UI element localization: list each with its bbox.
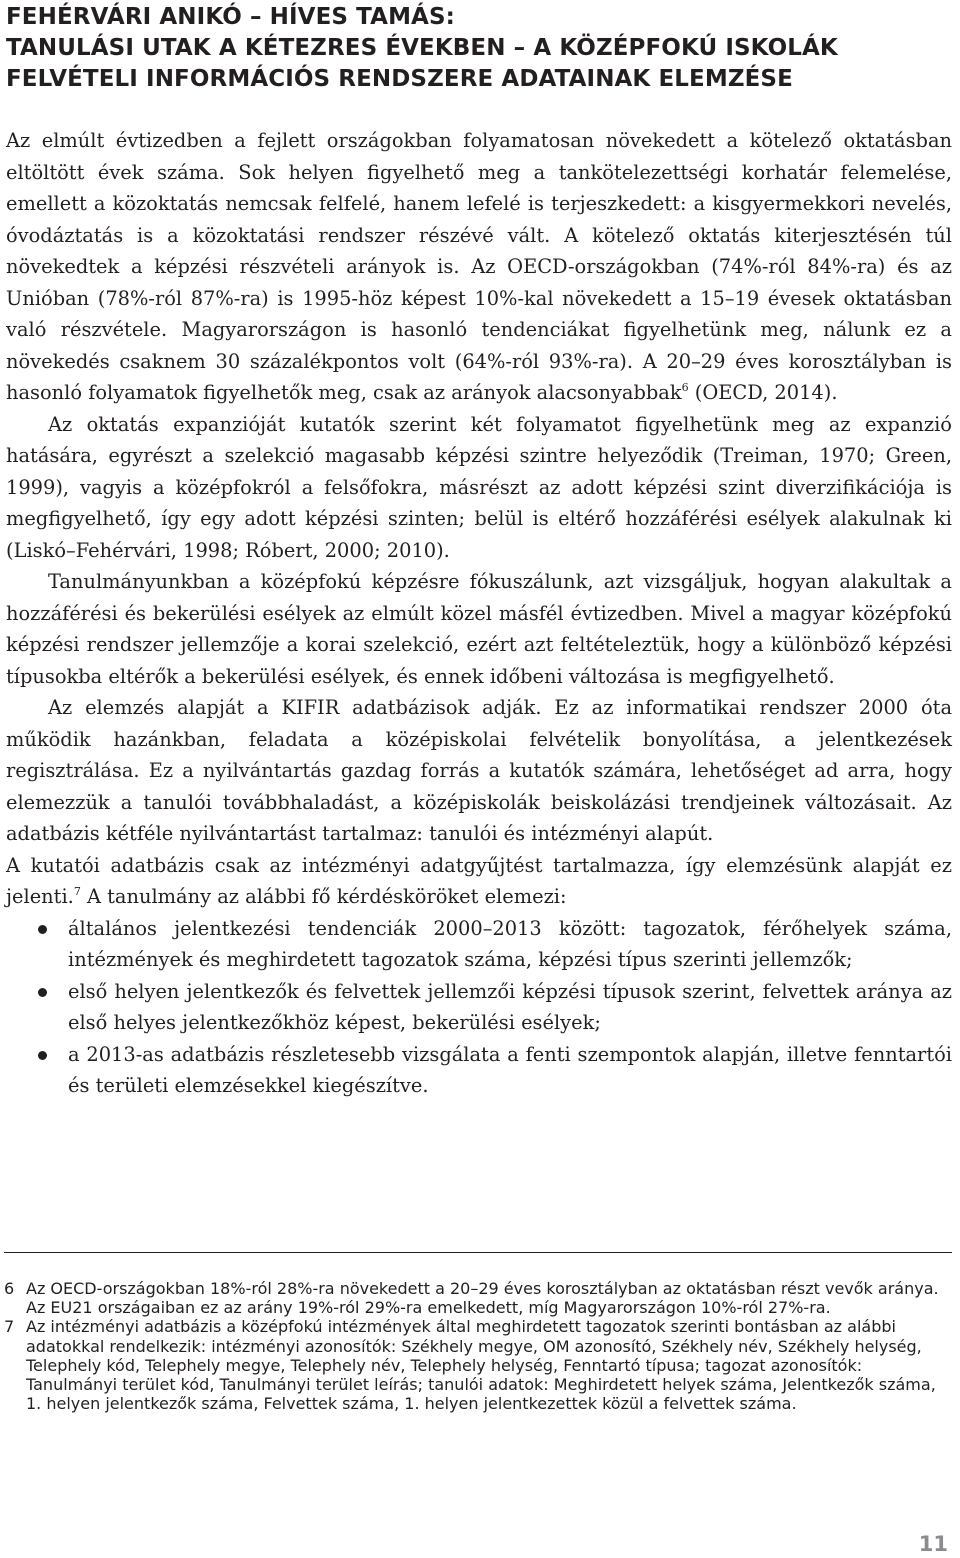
footnote-number: 7	[4, 1317, 15, 1337]
footnote-text: Az intézményi adatbázis a középfokú intézmények által meghirdetett tagozatok szerinti bontásban az alábbi adatokkal rendelkezik: intézményi azonosítók: Székhely megye, OM azonosító, Székhely név, Székhely helység, Telephely kód, Telephely megye, Telephely név, Telephely helység, Fenntartó típusa; tagozat azonosítók: Tanulmányi terület kód, Tanulmányi terület leírás; tanulói adatok: Meghirdetett helyek száma, Jelentkezők száma, 1. helyen jelentkezők száma, Felvettek száma, 1. helyen jelentkezettek közül a felvettek száma.	[26, 1317, 936, 1414]
paragraph-2: Az oktatás expanzióját kutatók szerint két folyamatot figyelhetünk meg az expanzió hatására, egyrészt a szelekció magasabb képzési szintre helyeződik (Treiman, 1970; Green, 1999), vagyis a középfokról a felsőfokra, másrészt az adott képzési szint diverzifikációja is megfigyelhető, így egy adott képzési szinten; belül is eltérő hozzáférési esélyek alakulnak ki (Liskó–Fehérvári, 1998; Róbert, 2000; 2010).	[6, 412, 952, 562]
footnote-text: Az OECD-országokban 18%-ról 28%-ra növekedett a 20–29 éves korosztályban az oktatásban részt vevők aránya. Az EU21 országaiban ez az arány 19%-ról 29%-ra emelkedett, míg Magyarországon 10%-ról 27%-ra.	[26, 1279, 939, 1318]
question-list	[6, 913, 952, 1102]
list-item-text: a 2013-as adatbázis részletesebb vizsgálata a fenti szempontok alapján, illetve fenntartói és területi elemzésekkel kiegészítve.	[68, 1042, 952, 1097]
paragraph-5-text: A kutatói adatbázis csak az intézményi adatgyűjtést tartalmazza, így elemzésünk alapját ez jelenti.	[6, 853, 952, 908]
list-item	[6, 1039, 952, 1102]
footnote-number: 6	[4, 1279, 15, 1298]
list-item	[6, 976, 952, 1039]
paragraph-3: Tanulmányunkban a középfokú képzésre fókuszálunk, azt vizsgáljuk, hogyan alakultak a hozzáférési és bekerülési esélyek az elmúlt közel másfél évtizedben. Mivel a magyar középfokú képzési rendszer jellemzője a korai szelekció, ezért azt feltételeztük, hogy a különböző képzési típusokba eltérők a bekerülési esélyek, és ennek időbeni változása is megfigyelhető.	[6, 570, 952, 688]
header-authors: FEHÉRVÁRI ANIKÓ – HÍVES TAMÁS:	[6, 4, 455, 30]
bullet-icon	[38, 988, 47, 997]
list-item-text: első helyen jelentkezők és felvettek jellemzői képzési típusok szerint, felvettek aránya az első helyes jelentkezőkhöz képest, bekerülési esélyek;	[68, 979, 952, 1034]
footnote-7	[4, 1317, 952, 1413]
paragraph-1	[6, 125, 952, 409]
header-title-line-1: TANULÁSI UTAK A KÉTEZRES ÉVEKBEN – A KÖZÉPFOKÚ ISKOLÁK	[6, 35, 838, 61]
footnotes	[4, 1279, 952, 1413]
footnote-divider	[4, 1252, 952, 1253]
paragraph-1-citation: (OECD, 2014).	[688, 381, 838, 404]
paragraph-5-text-end: A tanulmány az alábbi fő kérdésköröket elemezi:	[80, 885, 567, 908]
paragraph-4: Az elemzés alapját a KIFIR adatbázisok adják. Ez az informatikai rendszer 2000 óta működik hazánkban, feladata a középiskolai felvételik bonyolítása, a jelentkezések regisztrálása. Ez a nyilvántartás gazdag forrás a kutatók számára, lehetőséget ad arra, hogy elemezzük a tanulói továbbhaladást, a középiskolák beiskolázási trendjeinek változásait. Az adatbázis kétféle nyilvántartást tartalmaz: tanulói és intézményi alapút.	[6, 696, 952, 845]
footnote-6	[4, 1279, 952, 1317]
paragraph-5	[6, 850, 952, 913]
footnote-ref-6[interactable]: 6	[681, 380, 689, 394]
footnote-ref-7[interactable]: 7	[73, 884, 81, 898]
header-title-line-2: FELVÉTELI INFORMÁCIÓS RENDSZERE ADATAINAK ELEMZÉSE	[6, 66, 793, 92]
bullet-icon	[38, 925, 47, 934]
page-number: 11	[918, 1532, 948, 1556]
body-text	[6, 125, 952, 1102]
article-header	[6, 2, 954, 95]
list-item-text: általános jelentkezési tendenciák 2000–2013 között: tagozatok, férőhelyek száma, intézmények és meghirdetett tagozatok száma, képzési típus szerinti jellemzők;	[68, 916, 952, 971]
bullet-icon	[38, 1051, 47, 1060]
paragraph-1-text: Az elmúlt évtizedben a fejlett országokban folyamatosan növekedett a kötelező oktatásban eltöltött évek száma. Sok helyen figyelhető meg a tankötelezettségi korhatár felemelése, emellett a közoktatás nemcsak felfelé, hanem lefelé is terjeszkedett: a kisgyermekkori nevelés, óvodáztatás is a közoktatási rendszer részévé vált. A kötelező oktatás kiterjesztésén túl növekedtek a képzési részvételi arányok is. Az OECD-országokban (74%-ról 84%-ra) és az Unióban (78%-ról 87%-ra) is 1995-höz képest 10%-kal növekedett a 15–19 évesek oktatásban való részvétele. Magyarországon is hasonló tendenciákat figyelhetünk meg, nálunk ez a növekedés csaknem 30 százalékpontos volt (64%-ról 93%-ra). A 20–29 éves korosztályban is hasonló folyamatok figyelhetők meg, csak az arányok alacsonyabbak	[6, 129, 952, 404]
list-item	[6, 913, 952, 976]
